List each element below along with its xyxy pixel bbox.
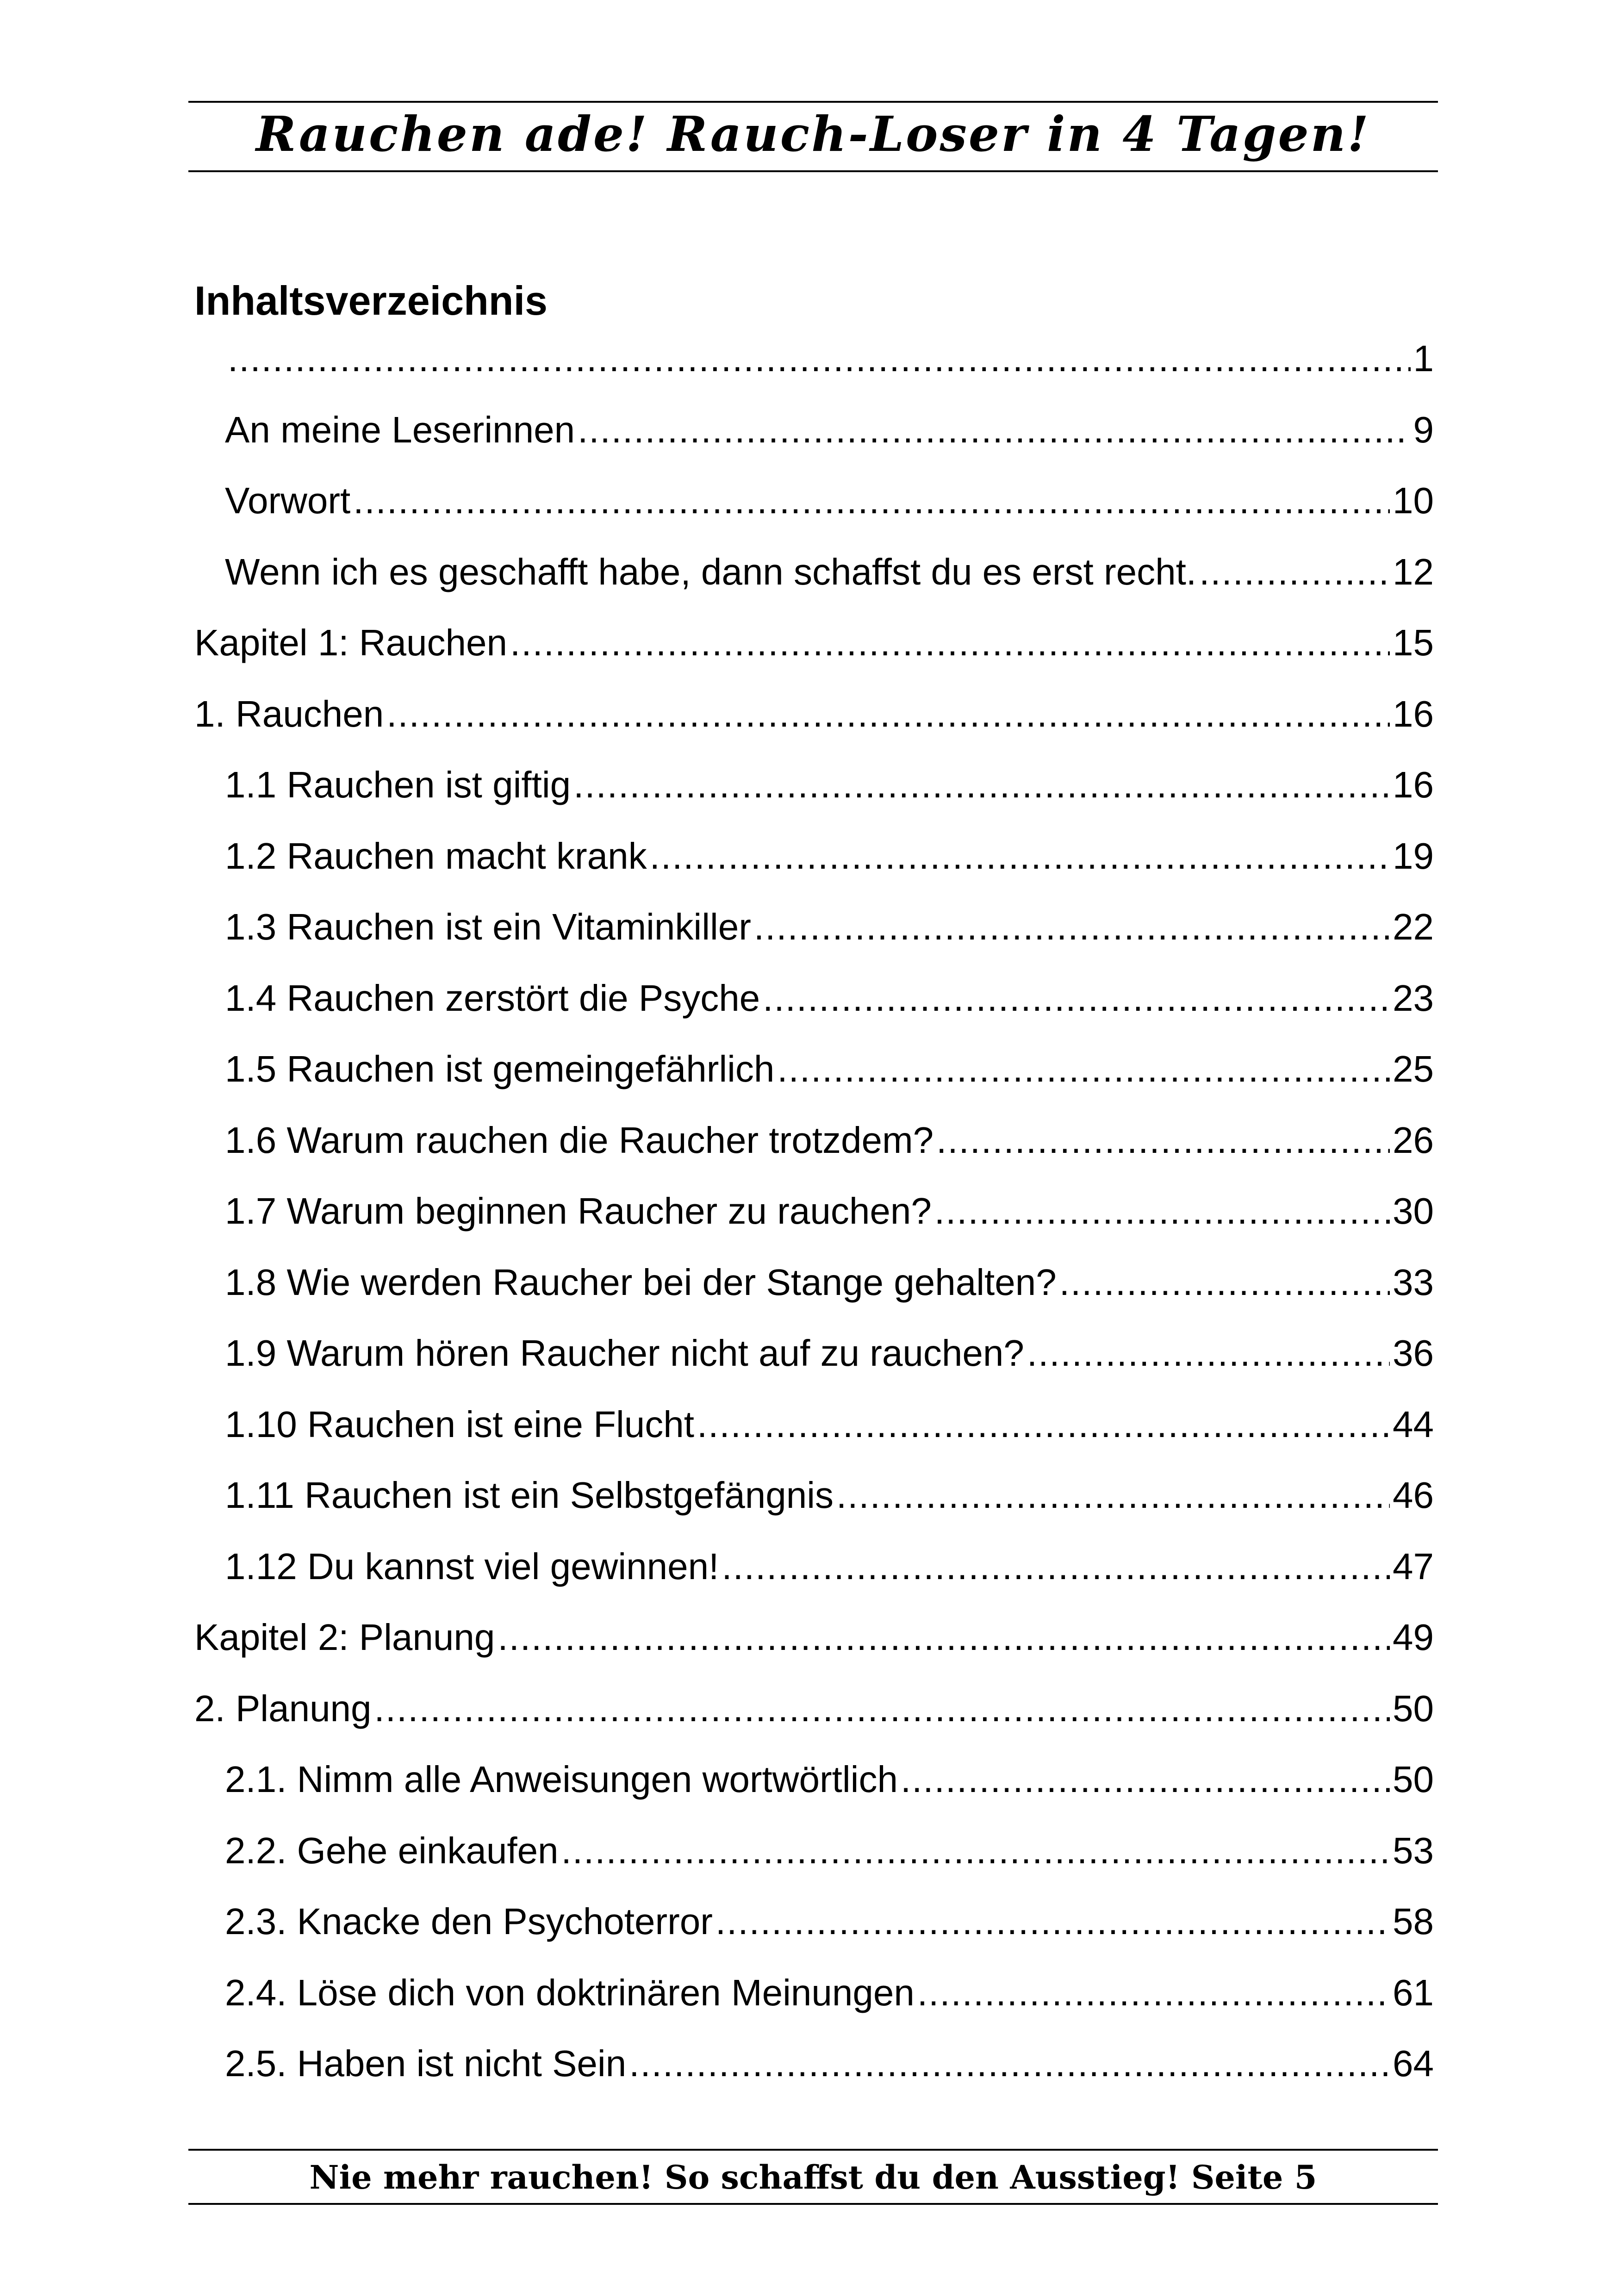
dot-leader (697, 1399, 1390, 1450)
toc-entry[interactable] (194, 1044, 1434, 1115)
toc-entry[interactable] (194, 1470, 1434, 1541)
toc-entry-page: 9 (1413, 409, 1434, 450)
table-of-contents (194, 333, 1434, 2109)
dot-leader (498, 1612, 1390, 1663)
toc-entry-page: 15 (1393, 622, 1434, 663)
toc-entry[interactable] (194, 1399, 1434, 1470)
running-footer: Nie mehr rauchen! So schaffst du den Ausstieg! Seite 5 (309, 2158, 1317, 2196)
toc-entry[interactable] (194, 2038, 1434, 2109)
footer-rule-bottom (188, 2203, 1438, 2205)
toc-entry[interactable] (194, 333, 1434, 404)
toc-entry-page: 26 (1393, 1119, 1434, 1161)
dot-leader (934, 1186, 1390, 1237)
toc-entry-label: Kapitel 1: Rauchen (194, 622, 508, 663)
toc-entry-label: 2.5. Haben ist nicht Sein (225, 2043, 627, 2084)
toc-entry-page: 46 (1393, 1475, 1434, 1516)
toc-entry-page: 49 (1393, 1617, 1434, 1658)
toc-entry[interactable] (194, 475, 1434, 547)
toc-entry-page: 16 (1393, 693, 1434, 734)
toc-entry-label: Kapitel 2: Planung (194, 1617, 495, 1658)
toc-entry-label: 1.1 Rauchen ist giftig (225, 764, 571, 805)
toc-entry-page: 23 (1393, 977, 1434, 1019)
toc-entry-label: 2. Planung (194, 1687, 372, 1729)
toc-entry-page: 58 (1393, 1901, 1434, 1942)
toc-entry-page: 16 (1393, 764, 1434, 805)
toc-entry-page: 64 (1393, 2043, 1434, 2084)
toc-entry[interactable] (194, 1896, 1434, 1967)
dot-leader (1027, 1328, 1390, 1379)
toc-entry-label: 1.10 Rauchen ist eine Flucht (225, 1403, 694, 1445)
toc-entry-label: Wenn ich es geschafft habe, dann schaffst du es erst recht. (225, 551, 1197, 592)
toc-entry-label: 1. Rauchen (194, 693, 384, 734)
toc-entry[interactable] (194, 1612, 1434, 1683)
dot-leader (722, 1541, 1390, 1592)
toc-heading: Inhaltsverzeichnis (194, 278, 548, 324)
toc-entry-label: 2.2. Gehe einkaufen (225, 1829, 559, 1871)
toc-entry-label: 1.3 Rauchen ist ein Vitaminkiller (225, 906, 751, 947)
toc-entry-label: 1.11 Rauchen ist ein Selbstgefängnis (225, 1475, 834, 1516)
toc-entry-page: 12 (1393, 551, 1434, 592)
toc-entry-label: 1.4 Rauchen zerstört die Psyche (225, 977, 760, 1019)
dot-leader (936, 1115, 1390, 1166)
toc-entry-page: 53 (1393, 1829, 1434, 1871)
dot-leader (901, 1754, 1390, 1805)
toc-entry-label: 2.4. Löse dich von doktrinären Meinungen (225, 1972, 915, 2013)
header-rule-top (188, 101, 1438, 103)
dot-leader (836, 1470, 1390, 1521)
toc-entry[interactable] (194, 617, 1434, 689)
toc-entry-label: 2.3. Knacke den Psychoterror (225, 1901, 713, 1942)
header-rule-bottom (188, 170, 1438, 172)
toc-entry[interactable] (194, 1754, 1434, 1825)
dot-leader (386, 689, 1390, 740)
toc-entry-page: 36 (1393, 1332, 1434, 1374)
toc-entry[interactable] (194, 1683, 1434, 1755)
toc-entry[interactable] (194, 831, 1434, 902)
dot-leader (578, 404, 1410, 455)
toc-entry[interactable] (194, 1825, 1434, 1897)
toc-entry[interactable] (194, 689, 1434, 760)
toc-entry[interactable] (194, 1328, 1434, 1399)
toc-entry-label: 1.7 Warum beginnen Raucher zu rauchen? (225, 1190, 932, 1232)
dot-leader (353, 475, 1390, 526)
toc-entry[interactable] (194, 1541, 1434, 1612)
toc-entry[interactable] (194, 759, 1434, 831)
dot-leader (650, 831, 1390, 882)
footer-rule-top (188, 2149, 1438, 2151)
toc-entry[interactable] (194, 902, 1434, 973)
toc-entry-label: 1.12 Du kannst viel gewinnen! (225, 1545, 719, 1587)
dot-leader (629, 2038, 1390, 2089)
toc-entry-page: 61 (1393, 1972, 1434, 2013)
dot-leader (228, 333, 1411, 384)
toc-entry-label: An meine Leserinnen (225, 409, 575, 450)
toc-entry-page: 25 (1393, 1048, 1434, 1089)
toc-entry-page: 33 (1393, 1261, 1434, 1303)
toc-entry-label: Vorwort (225, 480, 351, 521)
toc-entry[interactable] (194, 973, 1434, 1044)
running-header-title: Rauchen ade! Rauch-Loser in 4 Tagen! (256, 106, 1370, 162)
toc-entry-page: 10 (1393, 480, 1434, 521)
toc-entry-label: 1.9 Warum hören Raucher nicht auf zu rauchen? (225, 1332, 1024, 1374)
toc-entry[interactable] (194, 1257, 1434, 1328)
dot-leader (1199, 547, 1390, 597)
dot-leader (374, 1683, 1390, 1734)
toc-entry-page: 47 (1393, 1545, 1434, 1587)
dot-leader (754, 902, 1390, 952)
toc-entry-page: 50 (1393, 1759, 1434, 1800)
dot-leader (917, 1967, 1390, 2018)
toc-entry-page: 22 (1393, 906, 1434, 947)
toc-entry-label: 1.2 Rauchen macht krank (225, 835, 647, 877)
dot-leader (573, 759, 1390, 810)
dot-leader (510, 617, 1390, 668)
toc-entry[interactable] (194, 547, 1434, 618)
toc-entry-page: 50 (1393, 1687, 1434, 1729)
toc-entry-label: 1.5 Rauchen ist gemeingefährlich (225, 1048, 775, 1089)
toc-entry[interactable] (194, 1186, 1434, 1257)
toc-entry-page: 1 (1413, 338, 1434, 379)
toc-entry-page: 30 (1393, 1190, 1434, 1232)
dot-leader (777, 1044, 1390, 1095)
dot-leader (561, 1825, 1390, 1876)
dot-leader (1059, 1257, 1390, 1308)
toc-entry-page: 19 (1393, 835, 1434, 877)
toc-entry[interactable] (194, 1115, 1434, 1186)
toc-entry-label: 1.8 Wie werden Raucher bei der Stange gehalten? (225, 1261, 1057, 1303)
dot-leader (716, 1896, 1390, 1947)
toc-entry-label: 2.1. Nimm alle Anweisungen wortwörtlich (225, 1759, 898, 1800)
dot-leader (763, 973, 1390, 1024)
toc-entry[interactable] (194, 1967, 1434, 2039)
toc-entry-page: 44 (1393, 1403, 1434, 1445)
toc-entry-label: 1.6 Warum rauchen die Raucher trotzdem? (225, 1119, 934, 1161)
toc-entry[interactable] (194, 404, 1434, 476)
